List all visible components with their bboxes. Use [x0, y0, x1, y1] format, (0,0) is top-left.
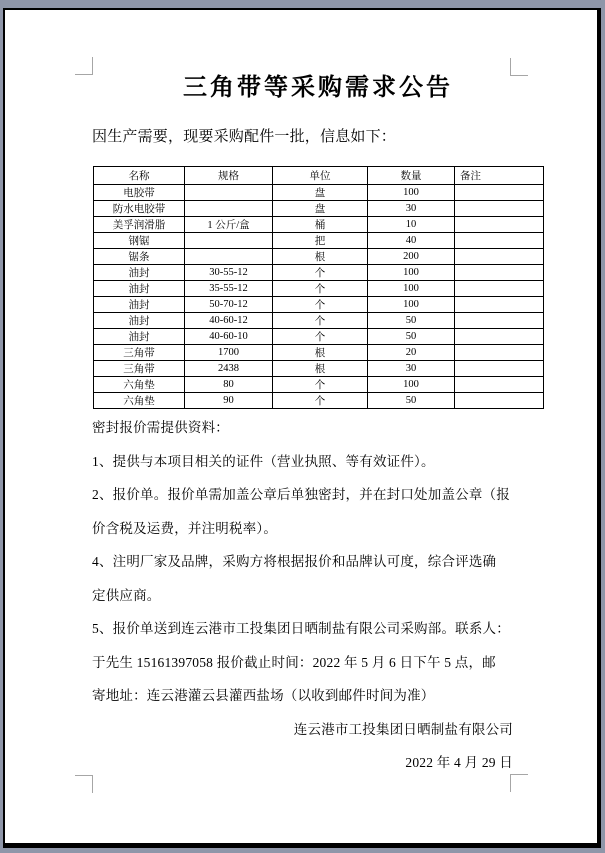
table-cell: 个: [273, 265, 368, 281]
table-cell: [455, 377, 544, 393]
table-row: [94, 249, 544, 265]
column-header-1: 规格: [185, 167, 273, 185]
table-cell: [455, 345, 544, 361]
page-title: 三角带等采购需求公告: [183, 75, 453, 101]
body-text-block: [92, 417, 513, 786]
table-cell: 根: [273, 361, 368, 377]
column-header-3: 数量: [368, 167, 455, 185]
table-cell: 50: [368, 329, 455, 345]
text-line: 1、提供与本项目相关的证件（营业执照、等有效证件）。: [92, 453, 435, 469]
date-line: 2022 年 4 月 29 日: [405, 755, 513, 770]
table-cell: 桶: [273, 217, 368, 233]
text-line: 4、注明厂家及品牌，采购方将根据报价和品牌认可度，综合评选确: [92, 554, 497, 569]
table-cell: 100: [368, 185, 455, 201]
margin-mark-bottom-left: [75, 775, 93, 793]
table-row: [94, 361, 544, 377]
table-row: [94, 201, 544, 217]
table-cell: 50-70-12: [185, 297, 273, 313]
table-row: [94, 265, 544, 281]
table-cell: 100: [368, 265, 455, 281]
table-cell: 三角带: [94, 361, 185, 377]
table-cell: [455, 361, 544, 377]
column-header-4: 备注: [455, 167, 544, 185]
text-line: 密封报价需提供资料：: [92, 420, 229, 435]
table-cell: 个: [273, 377, 368, 393]
table-cell: 油封: [94, 265, 185, 281]
table-row: [94, 313, 544, 329]
company-signature: 连云港市工投集团日晒制盐有限公司: [293, 721, 513, 737]
table-cell: 80: [185, 377, 273, 393]
table-cell: [455, 265, 544, 281]
table-cell: 30-55-12: [185, 265, 273, 281]
intro-text: 因生产需要，现要采购配件一批，信息如下：: [92, 129, 397, 145]
table-cell: 六角垫: [94, 393, 185, 409]
table-cell: [185, 249, 273, 265]
table-cell: 50: [368, 393, 455, 409]
table-cell: 100: [368, 297, 455, 313]
text-line: 价含税及运费，并注明税率）。: [92, 520, 278, 536]
table-cell: 个: [273, 393, 368, 409]
table-cell: 30: [368, 361, 455, 377]
table-cell: 10: [368, 217, 455, 233]
column-header-0: 名称: [94, 167, 185, 185]
table-row: [94, 185, 544, 201]
table-row: [94, 297, 544, 313]
table-cell: 油封: [94, 313, 185, 329]
table-cell: 三角带: [94, 345, 185, 361]
table-cell: 盘: [273, 201, 368, 217]
table-cell: 油封: [94, 297, 185, 313]
table-cell: 根: [273, 345, 368, 361]
table-row: [94, 393, 544, 409]
table-cell: 个: [273, 329, 368, 345]
table-cell: 美孚润滑脂: [94, 217, 185, 233]
text-line: 2、报价单。报价单需加盖公章后单独密封，并在封口处加盖公章（报: [92, 487, 510, 502]
table-row: [94, 329, 544, 345]
table-cell: 40-60-10: [185, 329, 273, 345]
body-lines: [92, 417, 513, 719]
table-cell: 40: [368, 233, 455, 249]
table-cell: 个: [273, 297, 368, 313]
table-row: [94, 233, 544, 249]
table-cell: [455, 329, 544, 345]
column-header-2: 单位: [273, 167, 368, 185]
table-row: [94, 217, 544, 233]
table-cell: 油封: [94, 281, 185, 297]
table-cell: 1700: [185, 345, 273, 361]
text-line: 定供应商。: [92, 587, 161, 603]
table-cell: [455, 313, 544, 329]
table-cell: 个: [273, 313, 368, 329]
table-row: [94, 345, 544, 361]
text-line: 于先生 15161397058 报价截止时间：2022 年 5 月 6 日下午 5 点，邮: [92, 654, 496, 670]
document-page: [3, 8, 601, 848]
table-cell: 90: [185, 393, 273, 409]
table-cell: 盘: [273, 185, 368, 201]
table-cell: 40-60-12: [185, 313, 273, 329]
table-cell: 35-55-12: [185, 281, 273, 297]
table-cell: 100: [368, 281, 455, 297]
table-cell: 根: [273, 249, 368, 265]
table-cell: 50: [368, 313, 455, 329]
table-cell: 油封: [94, 329, 185, 345]
page-content-area: [5, 10, 597, 843]
table-cell: [455, 297, 544, 313]
text-line: 寄地址：连云港灌云县灌西盐场（以收到邮件时间为准）: [92, 688, 435, 703]
table-cell: 20: [368, 345, 455, 361]
table-cell: 30: [368, 201, 455, 217]
procurement-table: [93, 166, 544, 409]
table-cell: [455, 185, 544, 201]
table-cell: 六角垫: [94, 377, 185, 393]
table-cell: [455, 281, 544, 297]
table-cell: 把: [273, 233, 368, 249]
table-cell: [185, 185, 273, 201]
table-row: [94, 377, 544, 393]
table-cell: 2438: [185, 361, 273, 377]
table-cell: 防水电胶带: [94, 201, 185, 217]
table-cell: [455, 217, 544, 233]
table-cell: 钢锯: [94, 233, 185, 249]
table-cell: [455, 249, 544, 265]
table-header-row: [94, 167, 544, 185]
table-cell: 电胶带: [94, 185, 185, 201]
table-cell: [455, 201, 544, 217]
table-row: [94, 281, 544, 297]
table-cell: [185, 201, 273, 217]
margin-mark-top-left: [75, 57, 93, 75]
table-cell: [185, 233, 273, 249]
table-cell: 个: [273, 281, 368, 297]
table-cell: 1 公斤/盒: [185, 217, 273, 233]
table-cell: 锯条: [94, 249, 185, 265]
table-cell: 100: [368, 377, 455, 393]
table-cell: 200: [368, 249, 455, 265]
table-body: [94, 185, 544, 409]
table-cell: [455, 393, 544, 409]
table-cell: [455, 233, 544, 249]
text-line: 5、报价单送到连云港市工投集团日晒制盐有限公司采购部。联系人：: [92, 621, 510, 636]
